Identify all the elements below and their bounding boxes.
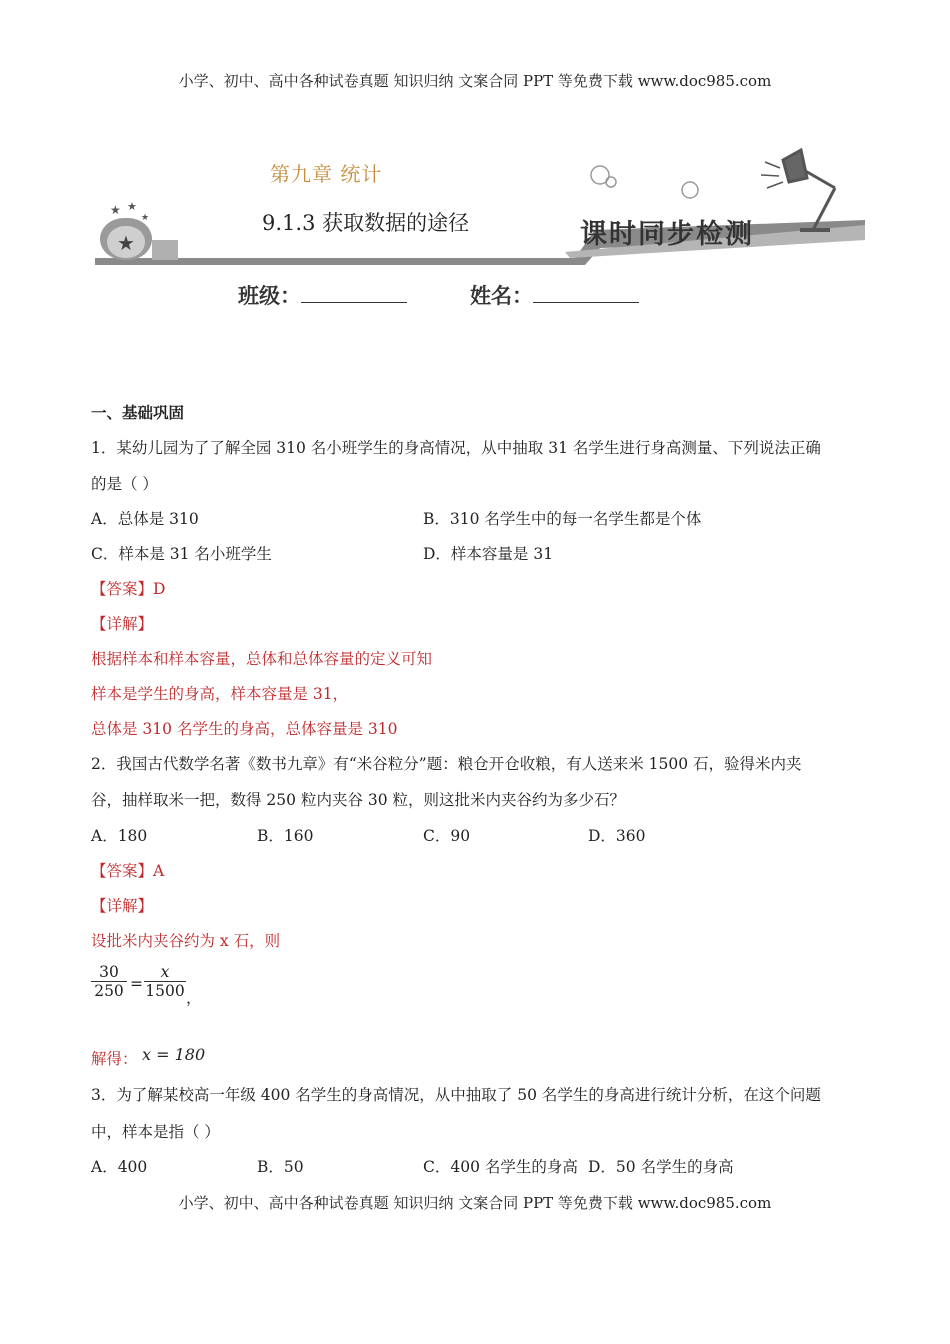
- class-field: [238, 280, 407, 310]
- q3-option-d: D．50 名学生的身高: [588, 1158, 734, 1176]
- header-watermark: 小学、初中、高中各种试卷真题 知识归纳 文案合同 PPT 等免费下载 www.doc985.com: [178, 72, 772, 90]
- q2-detail-label: 【详解】: [91, 897, 154, 915]
- q2-stem-line2: 谷，抽样取米一把，数得 250 粒内夹谷 30 粒，则这批米内夹谷约为多少石？: [91, 791, 626, 809]
- equation-comma: ，: [186, 989, 202, 1007]
- footer-watermark: 小学、初中、高中各种试卷真题 知识归纳 文案合同 PPT 等免费下载 www.doc985.com: [178, 1194, 772, 1212]
- lamp-icon: [761, 150, 835, 230]
- badge-text: 课时同步检测: [580, 219, 754, 250]
- svg-text:★: ★: [141, 213, 150, 223]
- q1-option-a: A．总体是 310: [91, 510, 199, 528]
- fraction-right-numerator: x: [160, 963, 170, 981]
- q2-option-d: D．360: [588, 827, 646, 845]
- class-blank[interactable]: [301, 280, 407, 303]
- q2-solve-label: 解得：: [91, 1050, 138, 1068]
- q1-explanation-3: 总体是 310 名学生的身高，总体容量是 310: [91, 720, 398, 738]
- fraction-right-denominator: 1500: [145, 982, 185, 1000]
- q3-option-b: B．50: [257, 1158, 304, 1176]
- q1-explanation-2: 样本是学生的身高，样本容量是 31，: [91, 685, 349, 703]
- q2-option-a: A．180: [91, 827, 148, 845]
- q1-option-d: D．样本容量是 31: [423, 545, 554, 563]
- q3-stem-line1: 3．为了解某校高一年级 400 名学生的身高情况，从中抽取了 50 名学生的身高进行统计分析，在这个问题: [91, 1086, 821, 1104]
- q1-stem-line1: 1．某幼儿园为了了解全园 310 名小班学生的身高情况，从中抽取 31 名学生进行身高测量、下列说法正确: [91, 439, 821, 457]
- section-heading: 一、基础巩固: [91, 403, 185, 422]
- q1-explanation-1: 根据样本和样本容量，总体和总体容量的定义可知: [91, 650, 433, 668]
- star-icon: ★: [110, 203, 121, 217]
- lesson-title: 9.1.3 获取数据的途径: [262, 211, 470, 235]
- q1-stem-line2: 的是（ ）: [91, 475, 158, 493]
- fraction-left-numerator: 30: [99, 963, 119, 981]
- fraction-left-denominator: 250: [91, 981, 127, 1000]
- q2-solve-value: x = 180: [142, 1045, 206, 1064]
- chapter-title: 第九章 统计: [270, 162, 383, 186]
- name-field: [470, 280, 639, 310]
- q3-option-a: A．400: [91, 1158, 148, 1176]
- q3-option-c: C．400 名学生的身高: [423, 1158, 578, 1176]
- q2-option-b: B．160: [257, 827, 314, 845]
- fraction-left: [91, 963, 127, 1000]
- q2-option-c: C．90: [423, 827, 471, 845]
- name-label: 姓名：: [470, 283, 533, 308]
- q1-detail-label: 【详解】: [91, 615, 154, 633]
- q2-stem-line1: 2．我国古代数学名著《数书九章》有“米谷粒分”题：粮仓开仓收粮，有人送来米 1500 石，验得米内夹: [91, 755, 802, 773]
- equals-sign: =: [130, 975, 143, 993]
- name-blank[interactable]: [533, 280, 639, 303]
- q2-explanation-1: 设批米内夹谷约为 x 石，则: [91, 932, 281, 950]
- q3-stem-line2: 中，样本是指（ ）: [91, 1123, 220, 1141]
- q1-answer: 【答案】D: [91, 580, 166, 598]
- fraction-right: [144, 963, 186, 1000]
- q1-option-c: C．样本是 31 名小班学生: [91, 545, 272, 563]
- q2-answer: 【答案】A: [91, 862, 165, 880]
- svg-text:★: ★: [117, 231, 135, 255]
- class-label: 班级：: [238, 283, 301, 308]
- q1-option-b: B．310 名学生中的每一名学生都是个体: [423, 510, 702, 528]
- svg-text:★: ★: [127, 200, 137, 213]
